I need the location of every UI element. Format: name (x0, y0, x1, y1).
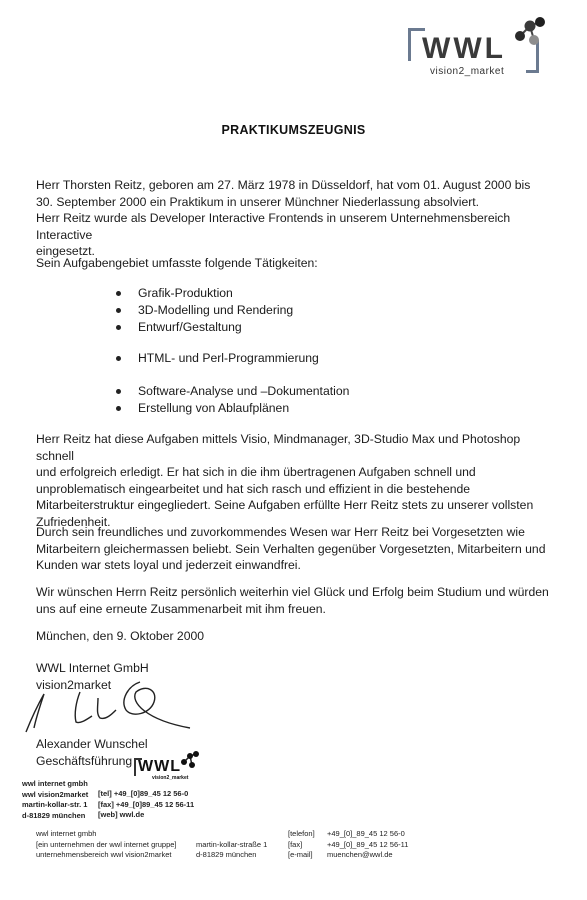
stamp-address (22, 779, 88, 821)
text-line: eingesetzt. (36, 244, 95, 259)
footer-contact-labels (288, 829, 315, 861)
bullet-icon (116, 291, 121, 296)
bullet-icon (116, 356, 121, 361)
footer-line: [ein unternehmen der wwl internet gruppe] (36, 839, 177, 849)
footer-line: [telefon] (288, 829, 315, 838)
performance-paragraph (36, 431, 556, 531)
text-line: Durch sein freundliches und zuvorkommendes Wesen war Herr Reitz bei Vorgesetzten wie (36, 525, 525, 539)
stamp-line: d-81829 münchen (22, 810, 86, 820)
footer-fax: +49_[0]_89_45 12 56-11 (327, 839, 409, 849)
bullet-icon (116, 389, 121, 394)
bullet-icon (116, 308, 121, 313)
company-logo (408, 14, 548, 80)
footer-line: martin-kollar-straße 1 (196, 839, 268, 849)
text-line: Mitarbeiterstruktur eingegliedert. Seine Aufgaben erfüllte Herr Reitz stets zu unserer vollsten (36, 498, 534, 513)
footer-phone: +49_[0]_89_45 12 56-0 (327, 829, 405, 838)
company-name: WWL Internet GmbH (36, 661, 149, 675)
stamp-logo (134, 750, 204, 784)
date-line: München, den 9. Oktober 2000 (36, 629, 205, 643)
footer-company (36, 829, 177, 861)
footer-line: wwl internet gmbh (36, 829, 97, 838)
signer-name: Alexander Wunschel (36, 737, 148, 751)
footer-contact-values (327, 829, 408, 861)
stamp-line: wwl internet gmbh (22, 779, 88, 788)
text-line: Mitarbeitern gleichermassen beliebt. Sein Verhalten gegenüber Vorgesetzten, Mitarbeitern und (36, 541, 546, 556)
tasks-intro: Sein Aufgabengebiet umfasste folgende Tätigkeiten: (36, 256, 318, 270)
footer-line (196, 829, 267, 840)
stamp-contact (98, 789, 194, 821)
company-unit: vision2market (36, 677, 112, 692)
footer-line: d-81829 münchen (196, 850, 257, 860)
text-line: und erfolgreich erledigt. Er hat sich in die ihm übertragenen Aufgaben schnell und (36, 465, 476, 480)
footer-line: unternehmensbereich wwl vision2market (36, 850, 172, 860)
logo-wordmark: WWL (422, 32, 506, 65)
molecule-icon (178, 750, 200, 770)
text-line: Herr Reitz wurde als Developer Interactive Frontends in unserem Unternehmensbereich Interactive (36, 211, 511, 242)
footer-address (196, 829, 267, 861)
bullet-icon (116, 325, 121, 330)
document-title: PRAKTIKUMSZEUGNIS (221, 123, 366, 137)
text-line: Zufriedenheit. (36, 514, 111, 529)
intro-paragraph (36, 177, 556, 260)
bullet-icon (116, 406, 121, 411)
stamp-line: [tel] +49_[0]89_45 12 56-0 (98, 789, 189, 798)
stamp-logo-wordmark: WWL (138, 758, 181, 775)
footer-email: muenchen@wwl.de (327, 850, 393, 860)
handwritten-signature (20, 672, 200, 736)
closing-paragraph (36, 584, 556, 617)
text-line: Wir wünschen Herrn Reitz persönlich weiterhin viel Glück und Erfolg beim Studium und würden (36, 585, 549, 599)
molecule-icon (508, 14, 548, 48)
text-line: Herr Thorsten Reitz, geboren am 27. März 1978 in Düsseldorf, hat vom 01. August 2000 bis (36, 178, 531, 192)
text-line: uns auf eine erneute Zusammenarbeit mit ihm freuen. (36, 601, 326, 616)
stamp-line: [web] wwl.de (98, 810, 145, 820)
logo-subtitle: vision2_market (430, 66, 505, 77)
behavior-paragraph (36, 524, 556, 574)
stamp-line: wwl vision2market (22, 789, 89, 799)
stamp-line: [fax] +49_[0]89_45 12 56-11 (98, 799, 195, 809)
text-line: 30. September 2000 ein Praktikum in unserer Münchner Niederlassung absolviert. (36, 194, 480, 209)
stamp-logo-subtitle: vision2_market (152, 775, 189, 781)
text-line: Kunden war stets loyal und jederzeit einwandfrei. (36, 558, 301, 573)
footer-line: [fax] (288, 839, 303, 849)
text-line: unproblematisch eingearbeitet und hat sich rasch und effizient in die bestehende (36, 481, 471, 496)
signer-title: Geschäftsführung (36, 753, 133, 768)
footer-line: [e-mail] (288, 850, 313, 860)
text-line: Herr Reitz hat diese Aufgaben mittels Visio, Mindmanager, 3D-Studio Max und Photoshop schnell (36, 432, 521, 463)
signer-block (36, 736, 556, 769)
stamp-line: martin-kollar-str. 1 (22, 800, 88, 810)
